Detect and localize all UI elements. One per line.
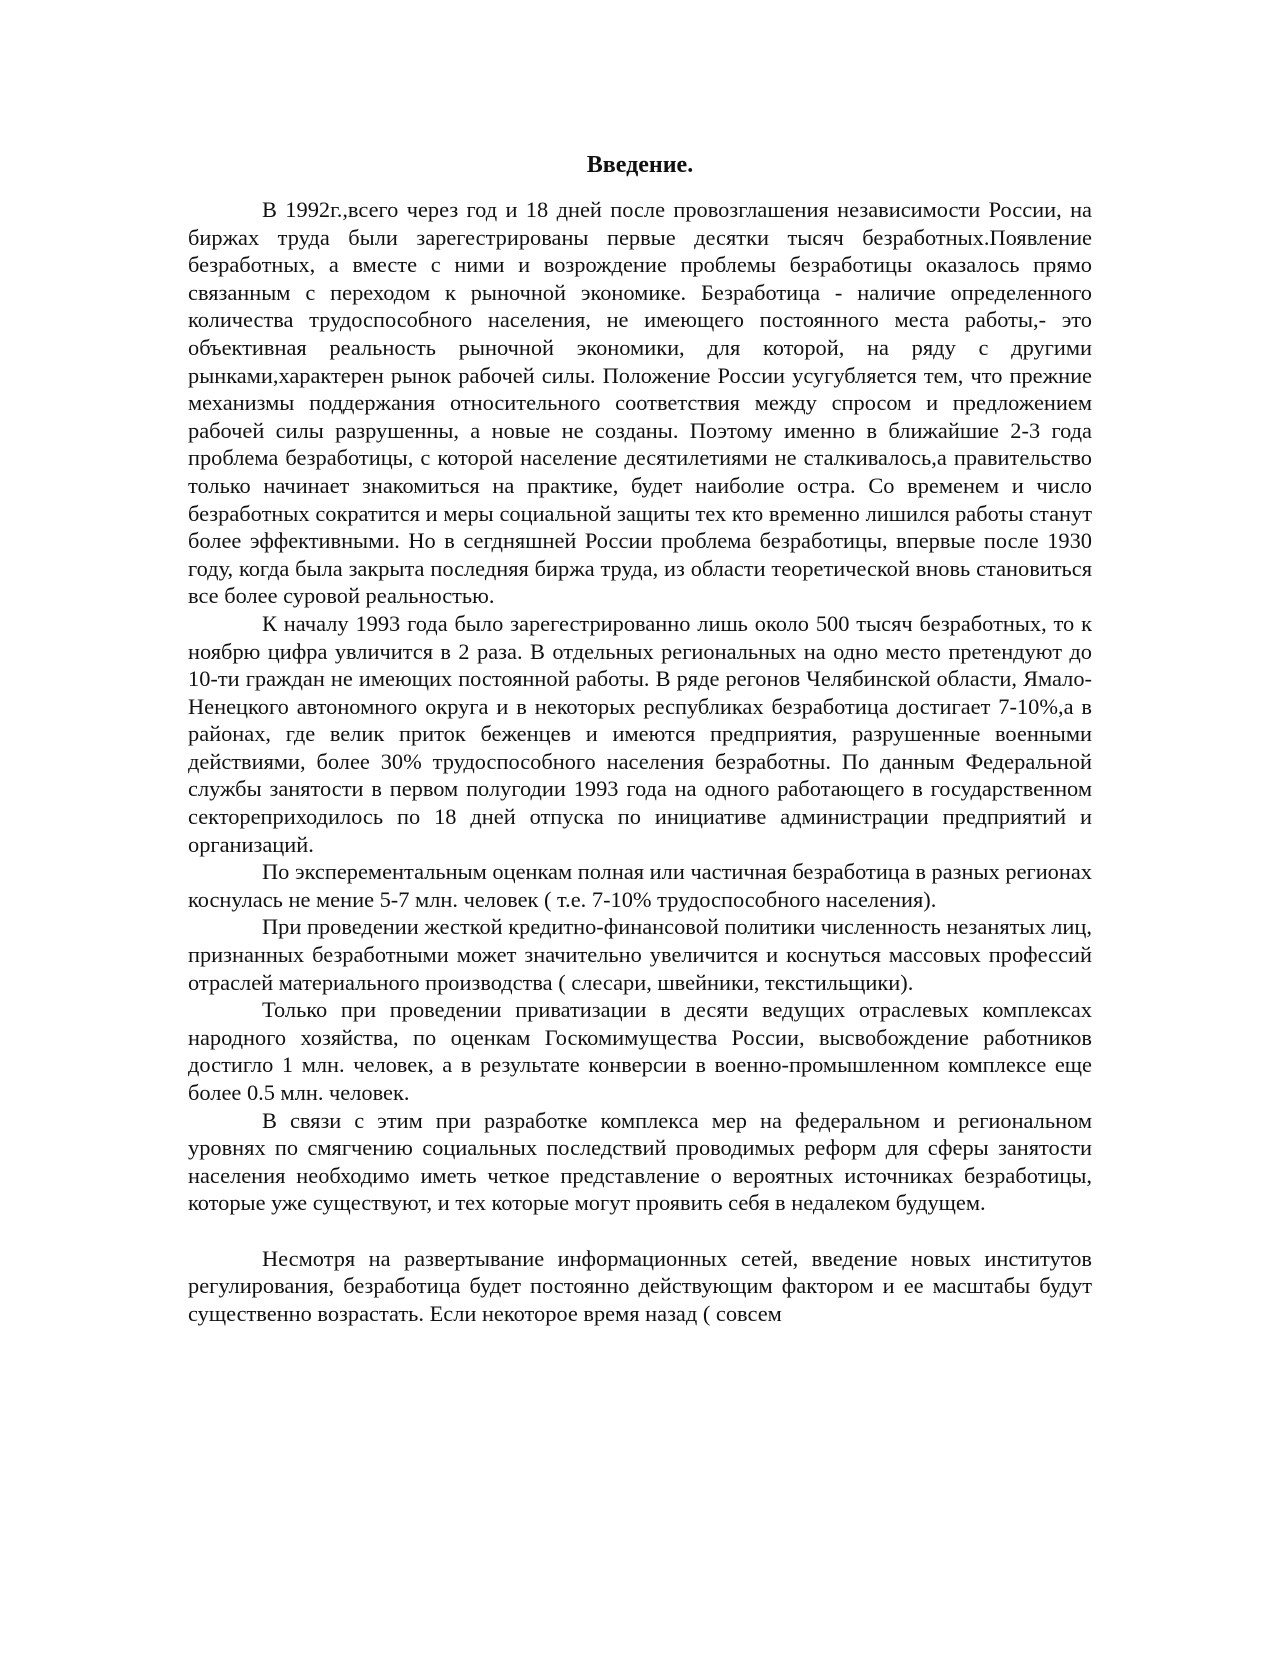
paragraph-7: Несмотря на развертывание информационных сетей, введение новых институтов регулирования, безработица будет постоянно действующим фактором и ее масштабы будут существенно возрастать. Если некоторое время назад ( совсем [188,1245,1092,1326]
paragraph-3: По эксперементальным оценкам полная или частичная безработица в разных регионах коснулась не мение 5-7 млн. человек ( т.е. 7-10% трудоспособного населения). [188,859,1092,912]
paragraph-1: В 1992г.,всего через год и 18 дней после провозглашения независимости России, на биржах труда были зарегестрированы первые десятки тысяч безработных.Появление безработных, а вместе с ними и возрождение проблемы безработицы оказалось прямо связанным с переходом к рыночной экономике. Безработица - наличие определенного количества трудоспособного населения, не имеющего постоянного места работы,- это объективная реальность рыночной экономики, для которой, на ряду с другими рынками,характерен рынок рабочей силы. Положение России усугубляется тем, что прежние механизмы поддержания относительного соответствия между спросом и предложением рабочей силы разрушенны, а новые не созданы. Поэтому именно в ближайшие 2-3 года проблема безработицы, с которой население десятилетиями не сталкивалось,а правительство только начинает знакомиться на практике, будет наиболие остра. Со временем и число безработных сократится и меры социальной защиты тех кто временно лишился работы станут более эффективными. Но в сегдняшней России проблема безработицы, впервые после 1930 году, когда была закрыта последняя биржа труда, из области теоретической вновь становиться все более суровой реальностью. [188,197,1092,609]
document-body [188,148,1092,1327]
document-title: Введение. [586,152,694,178]
paragraph-6: В связи с этим при разработке комплекса мер на федеральном и региональном уровнях по смягчению социальных последствий проводимых реформ для сферы занятости населения необходимо иметь четкое представление о вероятных источниках безработицы, которые уже существуют, и тех которые могут проявить себя в недалеком будущем. [188,1107,1092,1216]
paragraph-2: К началу 1993 года было зарегестрированно лишь около 500 тысяч безработных, то к ноябрю цифра увличится в 2 раза. В отдельных региональных на одно место претендуют до 10-ти граждан не имеющих постоянной работы. В ряде регонов Челябинской области, Ямало-Ненецкого автономного округа и в некоторых республиках безработица достигает 7-10%,а в районах, где велик приток беженцев и имеются предприятия, разрушенные военными действиями, более 30% трудоспособного населения безработны. По данным Федеральной службы занятости в первом полугодии 1993 года на одного работающего в государственном сектореприходилось по 18 дней отпуска по инициативе администрации предприятий и организаций. [188,610,1092,857]
paragraph-4: При проведении жесткой кредитно-финансовой политики численность незанятых лиц, признанных безработными может значительно увеличится и коснуться массовых профессий отраслей материального производства ( слесари, швейники, текстильщики). [188,914,1092,995]
paragraph-spacer [188,1217,1092,1245]
paragraph-5: Только при проведении приватизации в десяти ведущих отраслевых комплексах народного хозяйства, по оценкам Госкомимущества России, высвобождение работников достигло 1 млн. человек, а в результате конверсии в военно-промышленном комплексе еще более 0.5 млн. человек. [188,997,1092,1105]
